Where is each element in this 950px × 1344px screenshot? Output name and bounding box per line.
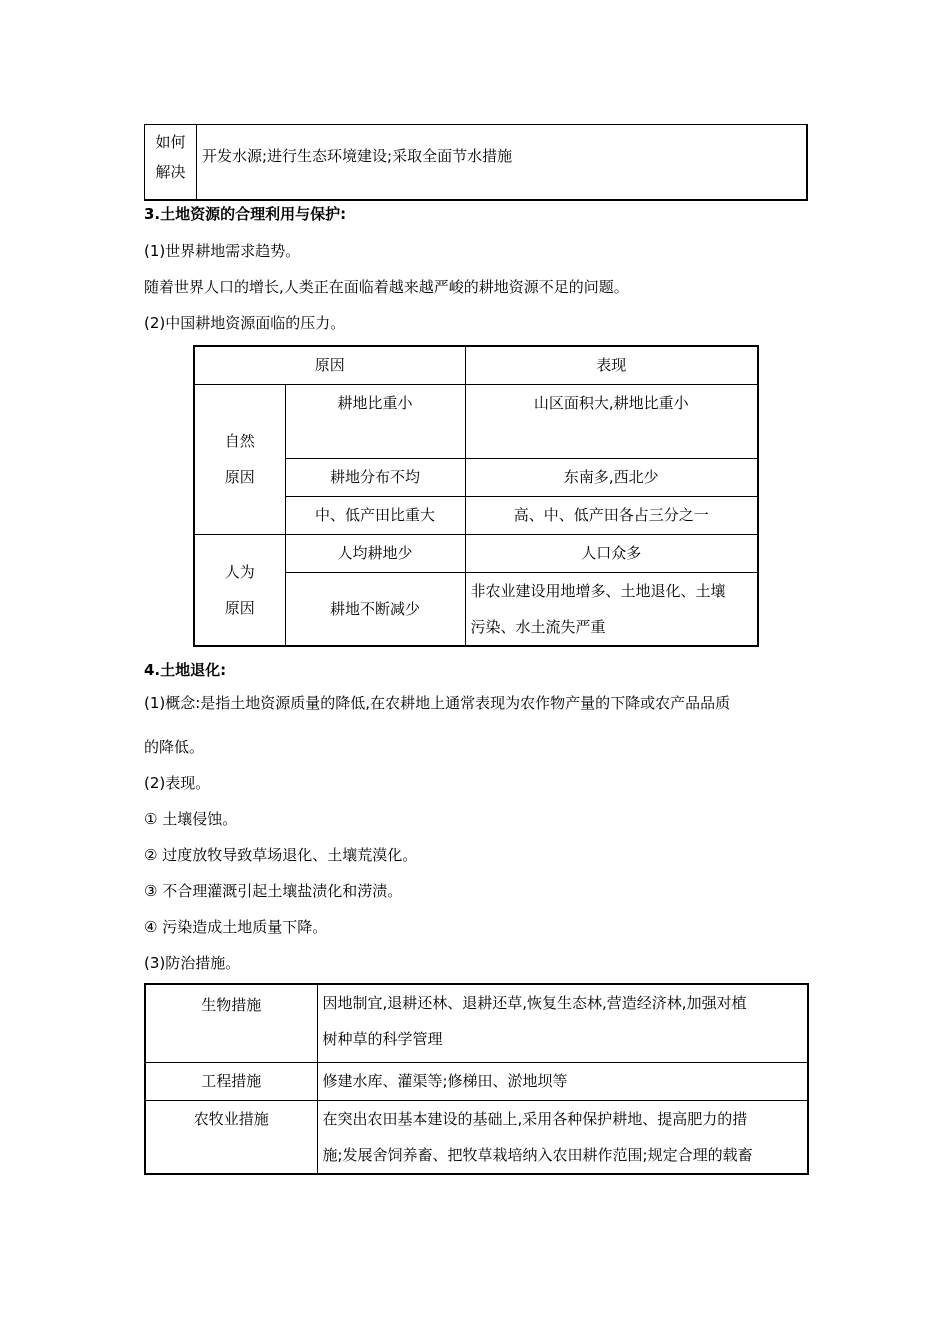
- measure-content: 修建水库、灌渠等;修梯田、淤地坝等: [317, 1062, 808, 1100]
- cause-cell: 耕地比重小: [285, 384, 465, 458]
- measure-name: 生物措施: [145, 984, 317, 1062]
- section4-item: ③ 不合理灌溉引起土壤盐渍化和涝渍。: [144, 882, 403, 900]
- header-manifest: 表现: [465, 346, 758, 384]
- section4-p2: (2)表现。: [144, 774, 211, 792]
- section4-concept-line2: 的降低。: [144, 738, 205, 756]
- solution-label-line1: 如何: [155, 133, 186, 151]
- section4-p3: (3)防治措施。: [144, 954, 241, 972]
- solution-label: [145, 125, 197, 201]
- section3-p3: (2)中国耕地资源面临的压力。: [144, 314, 346, 332]
- cause-cell: 耕地不断减少: [285, 572, 465, 646]
- cause-cell: 中、低产田比重大: [285, 496, 465, 534]
- measure-line1: 在突出农田基本建设的基础上,采用各种保护耕地、提高肥力的措: [322, 1109, 748, 1128]
- natural-line1: 自然: [224, 432, 255, 450]
- section4-item: ① 土壤侵蚀。: [144, 810, 238, 828]
- manifest-cell: [465, 572, 758, 646]
- measure-line1: 因地制宜,退耕还林、退耕还草,恢复生态林,营造经济林,加强对植: [322, 994, 747, 1012]
- section4-concept-line1: (1)概念:是指土地资源质量的降低,在农耕地上通常表现为农作物产量的下降或农产品品质: [144, 694, 731, 712]
- section4-heading: 4.土地退化:: [144, 661, 227, 679]
- manifest-cell: 东南多,西北少: [465, 458, 758, 496]
- measure-line2: 树种草的科学管理: [322, 1030, 443, 1048]
- human-line2: 原因: [224, 598, 255, 617]
- section3-p1: (1)世界耕地需求趋势。: [144, 242, 301, 260]
- header-cause: 原因: [194, 346, 465, 384]
- pressure-table: [193, 345, 759, 647]
- natural-cause-group: [194, 384, 285, 534]
- measure-line2: 施;发展舍饲养畜、把牧草栽培纳入农田耕作范围;规定合理的载畜: [322, 1145, 753, 1164]
- measure-content: [317, 984, 808, 1062]
- section4-item: ② 过度放牧导致草场退化、土壤荒漠化。: [144, 846, 418, 864]
- section3-p2: 随着世界人口的增长,人类正在面临着越来越严峻的耕地资源不足的问题。: [144, 278, 629, 296]
- manifest-line2: 污染、水土流失严重: [470, 617, 606, 636]
- solution-table: [144, 124, 808, 201]
- section4-item: ④ 污染造成土地质量下降。: [144, 918, 328, 936]
- manifest-cell: 高、中、低产田各占三分之一: [465, 496, 758, 534]
- human-cause-group: [194, 534, 285, 646]
- solution-label-line2: 解决: [155, 163, 186, 181]
- measures-table: [144, 983, 809, 1175]
- human-line1: 人为: [224, 562, 255, 581]
- solution-content: 开发水源;进行生态环境建设;采取全面节水措施: [202, 147, 513, 165]
- measure-name: 农牧业措施: [145, 1100, 317, 1174]
- manifest-line1: 非农业建设用地增多、土地退化、土壤: [470, 581, 726, 600]
- cause-cell: 人均耕地少: [285, 534, 465, 572]
- cause-cell: 耕地分布不均: [285, 458, 465, 496]
- section3-heading: 3.土地资源的合理利用与保护:: [144, 205, 347, 223]
- measure-name: 工程措施: [145, 1062, 317, 1100]
- measure-content: [317, 1100, 808, 1174]
- natural-line2: 原因: [224, 468, 255, 486]
- manifest-cell: 山区面积大,耕地比重小: [465, 384, 758, 458]
- manifest-cell: 人口众多: [465, 534, 758, 572]
